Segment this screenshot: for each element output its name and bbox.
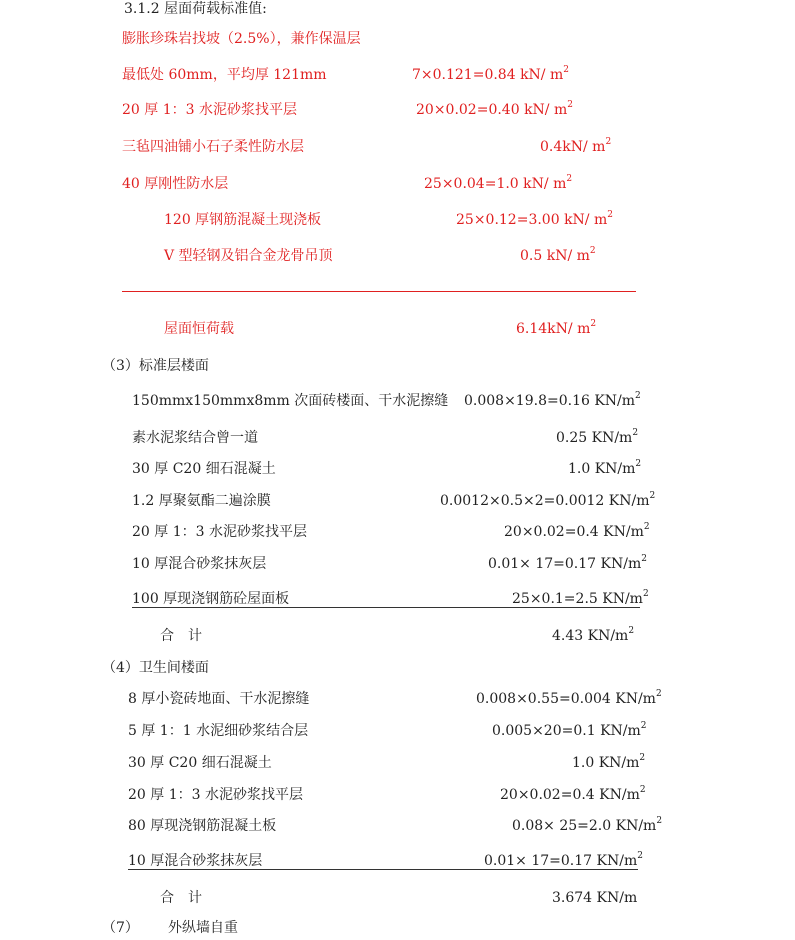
roof-item-5-calc: 25×0.04=1.0 kN/ $m^2$ (424, 174, 573, 192)
std-item-4-label: 1.2 厚聚氨酯二遍涂膜 (132, 493, 271, 509)
std-item-5-calc: 20×0.02=0.4 $KN/m^2$ (504, 522, 650, 540)
std-item-6-calc: 0.01× 17=0.17 $KN/m^2$ (488, 554, 647, 572)
std-item-7-label: 100 厚现浇钢筋砼屋面板 (132, 591, 290, 607)
std-item-2-label: 素水泥浆结合曾一道 (132, 430, 258, 446)
toilet-total-value: 3.674 KN/m (552, 890, 638, 906)
std-item-1-label: 150mmx150mmx8mm 次面砖楼面、干水泥擦缝 (132, 393, 449, 409)
std-divider (132, 607, 640, 608)
roof-item-7-label: V 型轻钢及铝合金龙骨吊顶 (164, 248, 333, 264)
exterior-wall-number: （7） (102, 920, 139, 936)
std-item-6-label: 10 厚混合砂浆抹灰层 (132, 556, 267, 572)
roof-divider (122, 291, 636, 292)
std-total-value: 4.43 $KN/m^2$ (552, 626, 635, 644)
roof-item-7-calc: 0.5 kN/ $m^2$ (520, 246, 596, 264)
toilet-item-6-calc: 0.01× 17=0.17 $KN/m^2$ (484, 851, 643, 869)
roof-item-6-calc: 25×0.12=3.00 kN/ $m^2$ (456, 210, 613, 228)
toilet-item-3-calc: 1.0 $KN/m^2$ (572, 753, 646, 771)
toilet-total-label: 合 计 (160, 890, 202, 906)
toilet-item-6-label: 10 厚混合砂浆抹灰层 (128, 853, 263, 869)
roof-heading: 3.1.2 屋面荷载标准值: (124, 1, 267, 17)
roof-item-3-calc: 20×0.02=0.40 kN/ $m^2$ (416, 100, 573, 118)
toilet-item-2-label: 5 厚 1：1 水泥细砂浆结合层 (128, 723, 309, 739)
standard-floor-heading: （3）标准层楼面 (102, 358, 209, 374)
toilet-item-2-calc: 0.005×20=0.1 $KN/m^2$ (492, 721, 647, 739)
roof-item-2-calc: 7×0.121=0.84 kN/ $m^2$ (412, 65, 569, 83)
roof-item-1-label: 膨胀珍珠岩找坡（2.5%），兼作保温层 (122, 31, 361, 47)
std-item-7-calc: 25×0.1=2.5 $KN/m^2$ (512, 589, 649, 607)
std-total-label: 合 计 (160, 628, 202, 644)
toilet-item-4-calc: 20×0.02=0.4 $KN/m^2$ (500, 785, 646, 803)
std-item-1-calc: 0.008×19.8=0.16 $KN/m^2$ (464, 391, 641, 409)
roof-item-2-label: 最低处 60mm，平均厚 121mm (122, 67, 327, 83)
roof-item-5-label: 40 厚刚性防水层 (122, 176, 229, 192)
roof-total-value: 6.14kN/ $m^2$ (516, 319, 597, 337)
toilet-item-1-label: 8 厚小瓷砖地面、干水泥擦缝 (128, 691, 310, 707)
roof-item-3-label: 20 厚 1：3 水泥砂浆找平层 (122, 102, 297, 118)
std-item-4-calc: 0.0012×0.5×2=0.0012 $KN/m^2$ (440, 491, 656, 509)
toilet-item-4-label: 20 厚 1：3 水泥砂浆找平层 (128, 787, 303, 803)
roof-item-4-label: 三毡四油铺小石子柔性防水层 (122, 139, 304, 155)
toilet-divider (128, 869, 638, 870)
std-item-2-calc: 0.25 $KN/m^2$ (556, 428, 639, 446)
std-item-5-label: 20 厚 1：3 水泥砂浆找平层 (132, 524, 307, 540)
toilet-item-5-calc: 0.08× 25=2.0 $KN/m^2$ (512, 816, 663, 834)
roof-item-6-label: 120 厚钢筋混凝土现浇板 (164, 212, 322, 228)
toilet-item-5-label: 80 厚现浇钢筋混凝土板 (128, 818, 277, 834)
roof-total-label: 屋面恒荷载 (164, 321, 234, 337)
roof-item-4-calc: 0.4kN/ $m^2$ (540, 137, 612, 155)
toilet-floor-heading: （4）卫生间楼面 (102, 660, 209, 676)
exterior-wall-heading: 外纵墙自重 (168, 920, 238, 936)
toilet-item-3-label: 30 厚 C20 细石混凝土 (128, 755, 272, 771)
toilet-item-1-calc: 0.008×0.55=0.004 $KN/m^2$ (476, 689, 662, 707)
std-item-3-label: 30 厚 C20 细石混凝土 (132, 461, 276, 477)
std-item-3-calc: 1.0 $KN/m^2$ (568, 459, 642, 477)
